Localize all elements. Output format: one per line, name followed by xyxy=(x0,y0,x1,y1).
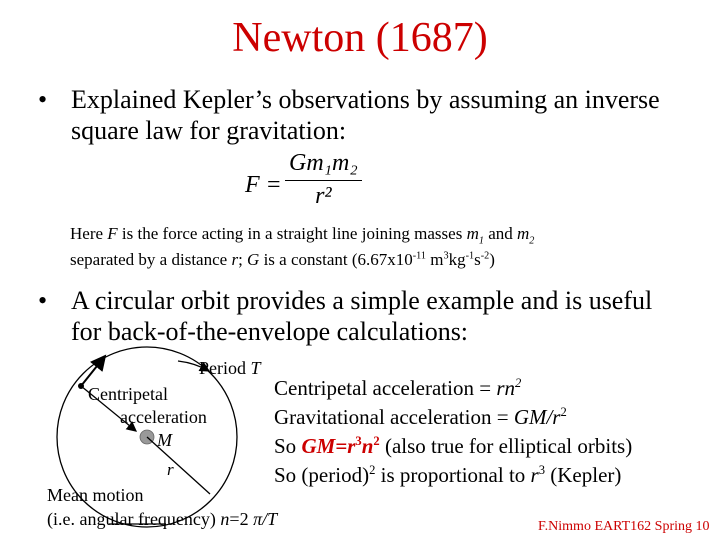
velocity-arrow xyxy=(81,356,105,386)
angular-frequency-label: (i.e. angular frequency) n=2 π/T xyxy=(47,509,278,529)
period-label: Period T xyxy=(199,358,261,378)
formula-numerator: Gm₁m₂ xyxy=(285,150,362,181)
bullet-marker: • xyxy=(38,286,48,315)
radius-label: r xyxy=(167,460,174,479)
bullet-text: Explained Kepler’s observations by assuming an inverse square law for gravitation: xyxy=(71,85,660,145)
centripetal-label-2: acceleration xyxy=(120,407,207,427)
orbiting-body xyxy=(78,383,84,389)
equation-gravitational: Gravitational acceleration = $GM/r^2$ xyxy=(274,405,567,429)
formula-explanation: Here F is the force acting in a straight line joining masses $m_1$ and $m_2$ separated by a distance r; G is a constant ($6.67x10^{-11}$ $m^3kg^{-1}s^{-2}$) xyxy=(70,224,535,269)
mass-label: M xyxy=(157,430,172,450)
slide-title: Newton (1687) xyxy=(232,15,488,61)
mean-motion-label: Mean motion xyxy=(47,485,144,505)
equation-kepler: So (period)$^2$ is proportional to $r^3$ (Kepler) xyxy=(274,463,622,487)
formula-lhs: F xyxy=(245,172,260,198)
equation-gm: So $GM=r^3n^2$ (also true for elliptical orbits) xyxy=(274,434,633,458)
slide-credit: F.Nimmo EART162 Spring 10 xyxy=(538,519,710,534)
formula-denominator: r² xyxy=(315,183,332,209)
centripetal-label-1: Centripetal xyxy=(88,384,168,404)
formula-equals: = xyxy=(267,172,281,198)
bullet-marker: • xyxy=(38,85,48,114)
bullet-text: A circular orbit provides a simple example and is useful for back-of-the-envelope calculations: xyxy=(71,286,653,346)
orbit-equations xyxy=(274,374,632,490)
equation-centripetal: Centripetal acceleration = $rn^2$ xyxy=(274,376,522,400)
